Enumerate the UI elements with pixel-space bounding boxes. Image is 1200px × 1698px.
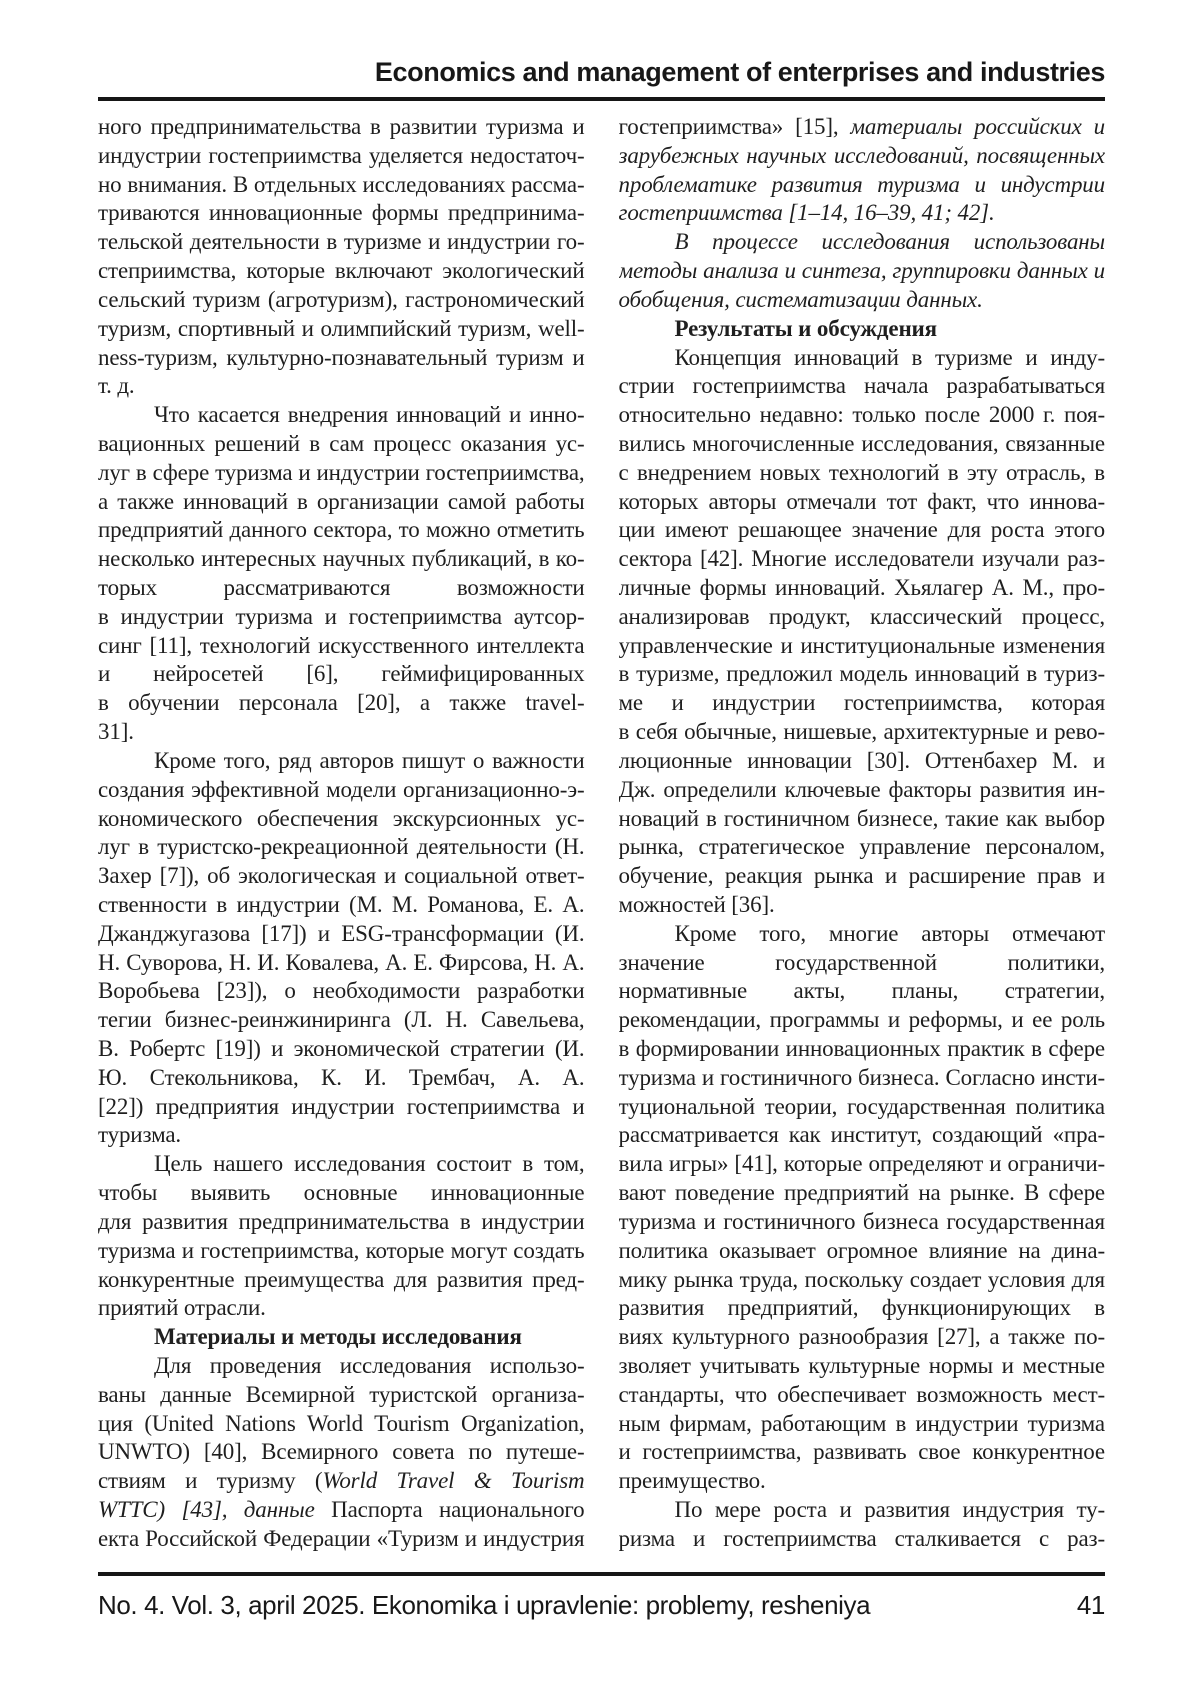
- section-heading: Результаты и обсуждения: [674, 315, 937, 341]
- text-line: ризма и гостеприимства сталкивается с раз-: [618, 1525, 1105, 1551]
- text-line: конкурентные преимущества для развития пред-: [98, 1266, 585, 1292]
- text-line: для развития предпринимательства в индустрии: [98, 1208, 585, 1234]
- text-line: сектора [42]. Многие исследователи изучали раз-: [618, 546, 1105, 572]
- text-line: зволяет учитывать культурные нормы и местные: [618, 1352, 1105, 1378]
- text-line: [98, 1467, 585, 1496]
- text-line: а также инноваций в организации самой работы: [98, 488, 585, 514]
- text-line: В процессе исследования использованы: [674, 229, 1105, 255]
- text-line: новаций в гостиничном бизнесе, такие как выбор: [618, 805, 1105, 831]
- text-line: По мере роста и развития индустрия ту-: [674, 1497, 1105, 1522]
- text-line: политика оказывает огромное влияние на дина-: [618, 1237, 1105, 1263]
- text-line: но внимания. В отдельных исследованиях рассма-: [98, 171, 585, 197]
- text-line: сельский туризм (агротуризм), гастрономический: [98, 286, 585, 312]
- text-line: UNWTO) [40], Всемирного совета по путеше-: [98, 1439, 585, 1465]
- text-line: 31].: [98, 719, 134, 745]
- running-head: Economics and management of enterprises and industries: [374, 57, 1105, 87]
- text-line: туризма.: [98, 1122, 181, 1148]
- text-line: торых рассматриваются возможности: [98, 575, 585, 600]
- italic-text-run: зарубежных научных исследований, посвященных: [618, 142, 1105, 168]
- text-line: тегии бизнес-реинжиниринга (Л. Н. Савельева,: [98, 1007, 585, 1033]
- text-line: вились многочисленные исследования, связанные: [618, 430, 1105, 456]
- text-line: [619, 171, 1106, 200]
- text-line: преимущество.: [618, 1468, 766, 1494]
- text-line: екта Российской Федерации «Туризм и индустрия: [98, 1525, 585, 1551]
- text-line: несколько интересных научных публикаций, в ко-: [98, 546, 585, 572]
- text-line: ным фирмам, работающим в индустрии туризма: [618, 1410, 1105, 1436]
- text-line: создания эффективной модели организационно-э-: [98, 776, 585, 802]
- text-line: обучение, реакция рынка и расширение прав и: [618, 863, 1105, 889]
- text-line: чтобы выявить основные инновационные: [98, 1180, 585, 1206]
- text-line: т. д.: [98, 373, 135, 399]
- text-line: ция (United Nations World Tourism Organization,: [98, 1410, 585, 1436]
- text-line: Цель нашего исследования состоит в том,: [154, 1151, 585, 1177]
- text-line: [619, 199, 1106, 228]
- journal-citation: No. 4. Vol. 3, april 2025. Ekonomika i upravlenie: problemy, resheniya: [98, 1590, 871, 1620]
- text-line: туризма и гостеприимства, которые могут создать: [98, 1237, 585, 1263]
- text-line: с внедрением новых технологий в эту отрасль, в: [618, 459, 1105, 485]
- text-line: рынка, стратегическое управление персоналом,: [618, 834, 1105, 860]
- italic-text-run: материалы российских и: [850, 114, 1105, 139]
- text-line: Воробьева [23]), о необходимости разработки: [98, 978, 585, 1004]
- text-line: развития предприятий, функционирующих в: [618, 1295, 1105, 1321]
- article-body: [98, 113, 1105, 1554]
- text-line: ness-туризм, культурно-познавательный туризм и: [98, 344, 585, 370]
- text-line: стандарты, что обеспечивает возможность мест-: [618, 1381, 1105, 1407]
- text-line: люционные инновации [30]. Оттенбахер М. и: [618, 747, 1105, 773]
- column-right: [619, 113, 1106, 1554]
- text-line: обобщения, систематизации данных.: [618, 286, 983, 312]
- text-line: в индустрии туризма и гостеприимства аутсор-: [98, 603, 585, 629]
- text-line: управленческие и институциональные изменения: [618, 632, 1105, 658]
- text-line: ного предпринимательства в развитии туризма и: [98, 114, 585, 139]
- page-number: 41: [1076, 1590, 1105, 1620]
- italic-text-run: WTTC) [43], данные: [98, 1497, 332, 1522]
- text-line: туризма и гостиничного бизнеса государственная: [618, 1208, 1105, 1234]
- text-line: и гостеприимства, развивать свое конкурентное: [618, 1439, 1105, 1465]
- text-line: синг [11], технологий искусственного интеллекта: [98, 632, 585, 658]
- text-line: кономического обеспечения экскурсионных ус-: [98, 805, 585, 831]
- section-heading: Материалы и методы исследования: [154, 1324, 522, 1350]
- text-line: [22]) предприятия индустрии гостеприимства и: [98, 1093, 585, 1119]
- text-line: [619, 142, 1106, 171]
- text-line: Кроме того, многие авторы отмечают: [674, 920, 1105, 946]
- text-line: значение государственной политики,: [618, 949, 1105, 975]
- text-line: [98, 1496, 585, 1525]
- text-line: Дж. определили ключевые факторы развития ин-: [618, 776, 1105, 802]
- text-line: которых авторы отмечали тот факт, что иннова-: [618, 488, 1105, 514]
- text-line: туризма и гостиничного бизнеса. Согласно инсти-: [618, 1064, 1105, 1090]
- text-line: Кроме того, ряд авторов пишут о важности: [154, 747, 585, 773]
- text-line: предприятий данного сектора, то можно отметить: [98, 517, 585, 543]
- italic-text-run: World Travel & Tourism: [322, 1468, 585, 1494]
- text-line: анализировав продукт, классический процесс,: [618, 603, 1105, 629]
- text-line: методы анализа и синтеза, группировки данных и: [618, 258, 1105, 284]
- text-line: триваются инновационные формы предпринима-: [98, 200, 585, 226]
- text-line: ственности в индустрии (М. М. Романова, Е. А.: [98, 891, 585, 917]
- text-run: гостеприимства» [15],: [618, 114, 851, 139]
- text-line: [619, 113, 1106, 142]
- text-line: ме и индустрии гостеприимства, которая: [618, 690, 1105, 716]
- text-line: ваны данные Всемирной туристской организа-: [98, 1381, 585, 1407]
- text-run: ствиям и туризму (: [98, 1468, 323, 1494]
- text-line: Ю. Стекольникова, К. И. Трембач, А. А.: [98, 1064, 585, 1090]
- text-line: вают поведение предприятий на рынке. В сфере: [618, 1180, 1105, 1206]
- text-line: ции имеют решающее значение для роста этого: [618, 517, 1105, 543]
- footer-row: [98, 1590, 1105, 1621]
- text-line: туризм, спортивный и олимпийский туризм, well-: [98, 315, 585, 341]
- text-line: вационных решений в сам процесс оказания ус-: [98, 430, 585, 456]
- text-line: луг в туристско-рекреационной деятельности (Н.: [98, 834, 585, 860]
- text-line: Джанджугазова [17]) и ESG-трансформации (И.: [98, 920, 585, 946]
- text-line: приятий отрасли.: [98, 1295, 266, 1321]
- text-line: рассматривается как институт, создающий «пра-: [618, 1122, 1105, 1148]
- text-line: нормативные акты, планы, стратегии,: [618, 978, 1105, 1004]
- text-line: Что касается внедрения инноваций и инно-: [154, 402, 585, 428]
- text-line: стрии гостеприимства начала разрабатываться: [618, 373, 1105, 399]
- text-line: в себя обычные, нишевые, архитектурные и рево-: [618, 719, 1105, 745]
- text-line: В. Робертс [19]) и экономической стратегии (И.: [98, 1036, 585, 1061]
- column-left: [98, 113, 585, 1554]
- italic-text-run: гостеприимства [1–14, 16–39, 41; 42].: [618, 200, 995, 226]
- text-line: Концепция инноваций в туризме и инду-: [674, 344, 1105, 370]
- text-line: Н. Суворова, Н. И. Ковалева, А. Е. Фирсова, Н. А.: [98, 949, 585, 975]
- text-line: в обучении персонала [20], а также travel-: [98, 690, 585, 716]
- text-line: Захер [7]), об экологическая и социальной ответ-: [98, 863, 585, 889]
- italic-text-run: проблематике развития туризма и индустрии: [618, 171, 1105, 197]
- text-line: тельской деятельности в туризме и индустрии го-: [98, 229, 585, 255]
- text-line: личные формы инноваций. Хьялагер А. М., про-: [618, 575, 1105, 600]
- text-run: Паспорта национального: [331, 1497, 585, 1522]
- text-line: и нейросетей [6], геймифицированных: [98, 661, 585, 687]
- text-line: можностей [36].: [618, 891, 775, 917]
- text-line: луг в сфере туризма и индустрии гостеприимства,: [98, 459, 585, 485]
- page-footer: [98, 1572, 1105, 1621]
- text-line: мику рынка труда, поскольку создает условия для: [618, 1266, 1105, 1292]
- text-line: степриимства, которые включают экологический: [98, 258, 585, 284]
- text-line: в формировании инновационных практик в сфере: [618, 1036, 1105, 1061]
- text-line: относительно недавно: только после 2000 г. поя-: [618, 402, 1105, 428]
- page-header: [98, 0, 1105, 101]
- text-line: виях культурного разнообразия [27], а также по-: [618, 1324, 1105, 1350]
- text-line: вила игры» [41], которые определяют и ограничи-: [618, 1151, 1105, 1177]
- text-line: индустрии гостеприимства уделяется недостаточ-: [98, 142, 585, 168]
- text-line: рекомендации, программы и реформы, и ее роль: [618, 1007, 1105, 1033]
- text-line: в туризме, предложил модель инноваций в туриз-: [618, 661, 1105, 687]
- text-line: Для проведения исследования использо-: [154, 1352, 585, 1378]
- header-rule: [98, 97, 1105, 101]
- text-line: туциональной теории, государственная политика: [618, 1093, 1105, 1119]
- footer-rule: [98, 1572, 1105, 1576]
